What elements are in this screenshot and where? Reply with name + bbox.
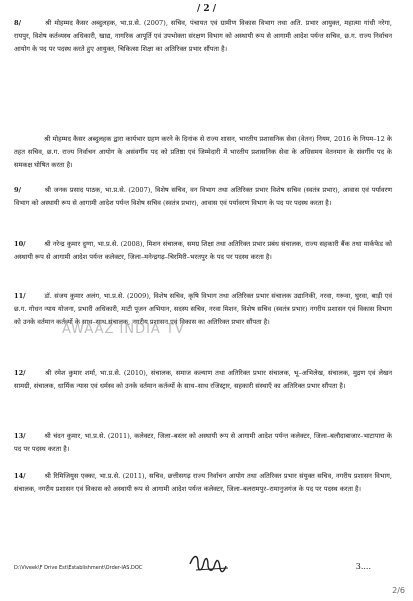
paragraph-number: 9/ <box>14 186 21 194</box>
paragraph-number: 13/ <box>14 432 26 440</box>
paragraph-text: श्री नरेन्द्र कुमार दुग्गा, भा.प्र.से. (2008), मिशन संचालक, समग्र शिक्षा तथा अतिरिक्त प्रभार प्रबंध संचालक, राज्य सहकारी बैंक तथा मार्कफेड को अस्थायी रूप से आगामी आदेश पर्यन्त कलेक्टर, जिला–मनेन्द्रगढ़–चिरमिरी–भरतपुर के पद पर पदस्थ करता है। <box>14 240 392 261</box>
paragraph-9 <box>14 184 392 210</box>
footer-file-path: D:\Viveek\F Drive Est\Establishment\Order-IAS.DOC <box>14 565 143 571</box>
paragraph-13 <box>14 430 392 456</box>
paragraph-text: श्री रिमिजियुस एक्का, भा.प्र.से. (2011), सचिव, छत्तीसगढ़ राज्य निर्वाचन आयोग तथा अतिरिक्त प्रभार संयुक्त सचिव, नगरीय प्रशासन विभाग, संचालक, नगरीय प्रशासन एवं विकास को अस्थायी रूप से आगामी आदेश पर्यन्त कलेक्टर, जिला–बलरामपुर–रामानुजगंज के पद पर पदस्थ करता है। <box>14 472 392 493</box>
paragraph-text: श्री रमेश कुमार शर्मा, भा.प्र.से. (2010), संचालक, समाज कल्याण तथा अतिरिक्त प्रभार संचालक, भू–अभिलेख, संचालक, मुद्रण एवं लेखन सामग्री, संचालक, धार्मिक न्यास एवं धर्मस्व को उनके वर्तमान कर्तव्यों के साथ–साथ रजिस्ट्रार, सहकारी संस्थाएँ का अतिरिक्त प्रभार सौंपता है। <box>14 369 392 390</box>
paragraph-text: श्री मोहम्मद कैसर अब्दुलहक, भा.प्र.से. (2007), सचिव, पंचायत एवं ग्रामीण विकास विभाग तथा अति. प्रभार आयुक्त, महात्मा गांधी नरेगा, रायपुर, विशेष कर्तव्यस्थ अधिकारी, खाद्य, नागरिक आपूर्ति एवं उपभोक्ता संरक्षण विभाग को अस्थायी रूप से आगामी आदेश पर्यन्त सचिव, छ.ग. राज्य निर्वाचन आयोग के पद पर पदस्थ करते हुए आयुक्त, चिकित्सा शिक्षा का अतिरिक्त प्रभार सौंपता है। <box>14 19 392 53</box>
paragraph-12 <box>14 367 392 393</box>
paragraph-14 <box>14 470 392 496</box>
paragraph-8 <box>14 17 392 56</box>
paragraph-number: 14/ <box>14 472 26 480</box>
paragraph-text: डॉ. संजय कुमार अलंग, भा.प्र.से. (2009), विशेष सचिव, कृषि विभाग तथा अतिरिक्त प्रभार संचालक उद्यानिकी, नरवा, गरूवा, घुरवा, बाड़ी एवं छ.ग. गोधन न्याय योजना, प्रभारी अधिकारी, माटी पूजन अभियान, सदस्य सचिव, नरवा मिशन, विशेष सचिव (स्वतंत्र प्रभार) नगरीय प्रशासन एवं विकास विभाग को उनके वर्तमान कर्तव्यों के साथ–साथ संचालक, नगरीय प्रशासन एवं विकास का अतिरिक्त प्रभार सौंपता है। <box>14 292 392 326</box>
page-number-header: / 2 / <box>196 4 217 14</box>
paragraph-number: 8/ <box>14 19 21 27</box>
paragraph-8-declaration <box>14 133 392 172</box>
paragraph-text: श्री मोहम्मद कैसर अब्दुलहक द्वारा कार्यभार ग्रहण करने के दिनांक से राज्य शासन, भारतीय प्रशासनिक सेवा (वेतन) नियम, 2016 के नियम–12 के तहत सचिव, छ.ग. राज्य निर्वाचन आयोग के असंवर्गीय पद को प्रतिष्ठा एवं जिम्मेदारी में भारतीय प्रशासनिक सेवा के अधिसमय वेतनमान के संवर्गीय पद के समकक्ष घोषित करता है। <box>14 135 392 169</box>
paragraph-text: श्री चंदन कुमार, भा.प्र.से. (2011), कलेक्टर, जिला–बस्तर को अस्थायी रूप से आगामी आदेश पर्यन्त कलेक्टर, जिला–बलौदाबाजार–भाटापारा के पद पर पदस्थ करता है। <box>14 432 392 453</box>
page-indicator: 2/6 <box>392 586 405 595</box>
signature-icon <box>186 546 236 578</box>
paragraph-number: 12/ <box>14 369 26 377</box>
paragraph-number: 11/ <box>14 292 26 300</box>
continuation-marker: 3.... <box>355 562 371 571</box>
paragraph-number: 10/ <box>14 240 26 248</box>
paragraph-10 <box>14 238 392 264</box>
watermark-text: AWAAZ INDIA TV <box>62 322 185 337</box>
paragraph-text: श्री जनक प्रसाद पाठक, भा.प्र.से. (2007), विशेष सचिव, वन विभाग तथा अतिरिक्त प्रभार विशेष सचिव (स्वतंत्र प्रभार), आवास एवं पर्यावरण विभाग को अस्थायी रूप से आगामी आदेश पर्यन्त विशेष सचिव (स्वतंत्र प्रभार), आवास एवं पर्यावरण विभाग के पद पर पदस्थ करता है। <box>14 186 392 207</box>
